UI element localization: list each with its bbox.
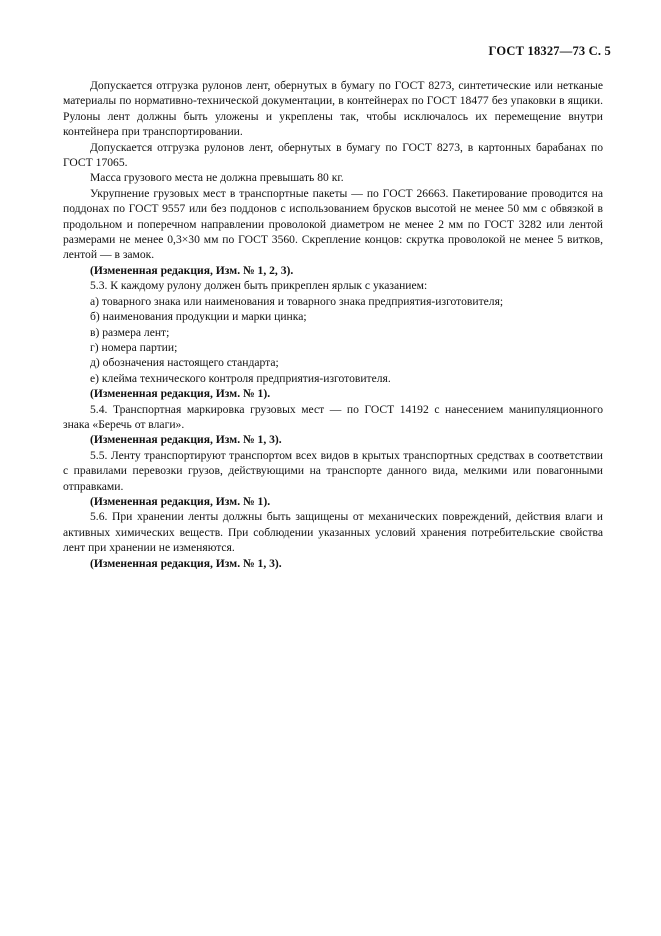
document-body [63, 78, 603, 571]
clause-5-5: 5.5. Ленту транспортируют транспортом всех видов в крытых транспортных средствах в соответствии с правилами перевозки грузов, действующими на транспорте данного вида, мелкими или повагонными отправками. [63, 448, 603, 493]
amendment-note: (Измененная редакция, Изм. № 1, 2, 3). [90, 263, 294, 277]
clause-5-6: 5.6. При хранении ленты должны быть защищены от механических повреждений, действия влаги и активных химических веществ. При соблюдении указанных условий хранения потребительские свойства лент при хранении не изменяются. [63, 510, 603, 555]
list-item: е) клейма технического контроля предприятия-изготовителя. [90, 371, 391, 385]
list-item: г) номера партии; [90, 340, 178, 354]
paragraph-packaging: Укрупнение грузовых мест в транспортные пакеты — по ГОСТ 26663. Пакетирование проводится на поддонах по ГОСТ 9557 или без поддонов с использованием брусков высотой не менее 50 мм с обвязкой в продольном и поперечном направлении проволокой диаметром не менее 2 мм по ГОСТ 3282 или лентой размерами не менее 0,3×30 мм по ГОСТ 3560. Скрепление концов: скрутка проволокой не менее 5 витков, лентой — в замок. [63, 186, 603, 262]
amendment-note: (Измененная редакция, Изм. № 1, 3). [90, 433, 282, 447]
paragraph-container-shipment: Допускается отгрузка рулонов лент, обернутых в бумагу по ГОСТ 8273, синтетические или нетканые материалы по нормативно-технической документации, в контейнерах по ГОСТ 18477 без упаковки в ящики. Рулоны лент должны быть уложены и укреплены так, чтобы исключалось их перемещение внутри контейнера при транспортировании. [63, 79, 603, 139]
list-item: в) размера лент; [90, 325, 170, 339]
amendment-note: (Измененная редакция, Изм. № 1, 3). [90, 556, 282, 570]
list-item: д) обозначения настоящего стандарта; [90, 356, 279, 370]
clause-5-4: 5.4. Транспортная маркировка грузовых мест — по ГОСТ 14192 с нанесением манипуляционного знака «Беречь от влаги». [63, 402, 603, 431]
paragraph-drum-shipment: Допускается отгрузка рулонов лент, обернутых в бумагу по ГОСТ 8273, в картонных барабанах по ГОСТ 17065. [63, 140, 603, 170]
list-item: б) наименования продукции и марки цинка; [90, 310, 307, 324]
page-header: ГОСТ 18327—73 С. 5 [488, 44, 611, 58]
amendment-note: (Измененная редакция, Изм. № 1). [90, 494, 271, 508]
list-item: а) товарного знака или наименования и товарного знака предприятия-изготовителя; [90, 294, 504, 308]
paragraph-mass-limit: Масса грузового места не должна превышать 80 кг. [90, 171, 344, 185]
clause-5-3: 5.3. К каждому рулону должен быть прикреплен ярлык с указанием: [90, 279, 428, 293]
amendment-note: (Измененная редакция, Изм. № 1). [90, 387, 271, 401]
